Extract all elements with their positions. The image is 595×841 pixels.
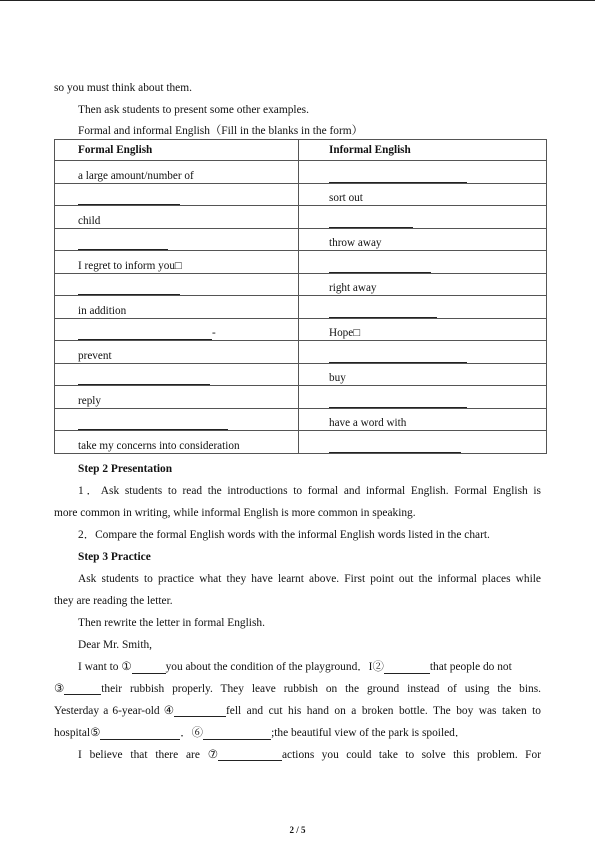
letter-text: ;the beautiful view of the park is spoiled． [271, 727, 467, 739]
table-header-row [55, 140, 547, 161]
step2-heading: Step 2 Presentation [78, 463, 173, 475]
blank-1[interactable] [132, 661, 166, 674]
fill-blank[interactable] [329, 350, 467, 363]
circled-3: ③ [54, 683, 65, 695]
letter-line-3 [54, 704, 541, 718]
fill-blank[interactable] [329, 215, 413, 228]
blank-5[interactable] [100, 727, 180, 740]
informal-cell: Hope□ [299, 318, 547, 341]
letter-text: actions you could take to solve this problem. For [282, 749, 541, 761]
table-row [55, 386, 547, 409]
informal-blank-cell[interactable] [299, 161, 547, 184]
table-row [55, 408, 547, 431]
informal-cell: buy [299, 363, 547, 386]
letter-text: Yesterday a 6-year-old ④ [54, 705, 174, 717]
formal-cell: prevent [55, 341, 299, 364]
informal-cell: have a word with [299, 408, 547, 431]
step2-para2: 2．Compare the formal English words with the informal English words listed in the chart. [78, 529, 490, 541]
informal-blank-cell[interactable] [299, 431, 547, 454]
fill-blank[interactable] [329, 440, 461, 453]
formal-cell: in addition [55, 296, 299, 319]
formal-blank-cell[interactable] [55, 228, 299, 251]
table-row [55, 318, 547, 341]
formal-blank-cell[interactable] [55, 273, 299, 296]
blank-4[interactable] [174, 704, 226, 717]
formal-cell: I regret to inform you□ [55, 251, 299, 274]
fill-blank[interactable] [78, 192, 180, 205]
fill-blank[interactable] [78, 417, 228, 430]
letter-line-1 [78, 660, 541, 674]
letter-text: ．⑥ [180, 727, 204, 739]
informal-cell: right away [299, 273, 547, 296]
top-rule [0, 0, 595, 1]
formal-blank-cell[interactable] [55, 183, 299, 206]
step3-heading: Step 3 Practice [78, 551, 151, 563]
letter-text: their rubbish properly. They leave rubbish on the ground instead of using the bins. [101, 683, 541, 695]
fill-blank[interactable] [78, 282, 180, 295]
table-row [55, 363, 547, 386]
blank-3[interactable] [64, 682, 101, 695]
table-row [55, 183, 547, 206]
informal-blank-cell[interactable] [299, 206, 547, 229]
letter-line-2 [54, 682, 541, 696]
formal-informal-table [54, 139, 547, 454]
form-caption: Formal and informal English（Fill in the blanks in the form） [78, 125, 364, 137]
letter-text: I want to ① you about the condition of the playground．I② that people do not [78, 661, 512, 673]
formal-cell: take my concerns into consideration [55, 431, 299, 454]
step2-para1-line2: more common in writing, while informal English is more common in speaking. [54, 507, 416, 519]
blank-2[interactable] [384, 661, 430, 674]
table-row [55, 228, 547, 251]
table-row [55, 206, 547, 229]
informal-cell: sort out [299, 183, 547, 206]
fill-blank[interactable] [78, 327, 212, 340]
table-row [55, 251, 547, 274]
header-formal: Formal English [55, 140, 299, 161]
letter-salutation: Dear Mr. Smith, [78, 639, 153, 651]
fill-blank[interactable] [329, 395, 467, 408]
intro-line-1: so you must think about them. [54, 82, 192, 94]
formal-cell: child [55, 206, 299, 229]
intro-line-2: Then ask students to present some other examples. [78, 104, 309, 116]
step3-para1-line1: Ask students to practice what they have learnt above. First point out the informal places while [78, 573, 541, 585]
informal-blank-cell[interactable] [299, 341, 547, 364]
formal-blank-cell[interactable] [55, 363, 299, 386]
page-number: 2 / 5 [289, 825, 306, 835]
step3-para2: Then rewrite the letter in formal English. [78, 617, 265, 629]
step2-para1-line1: 1．Ask students to read the introductions to formal and informal English. Formal English is [78, 485, 541, 497]
formal-cell: reply [55, 386, 299, 409]
letter-text: I believe that there are ⑦ [78, 749, 218, 761]
fill-blank[interactable] [329, 260, 431, 273]
formal-blank-cell[interactable] [55, 408, 299, 431]
step3-para1-line2: they are reading the letter. [54, 595, 173, 607]
dash-mark: - [212, 327, 216, 339]
table-row [55, 341, 547, 364]
informal-blank-cell[interactable] [299, 386, 547, 409]
table-row [55, 296, 547, 319]
informal-cell: throw away [299, 228, 547, 251]
letter-line-4 [54, 726, 466, 740]
table-row [55, 161, 547, 184]
formal-blank-cell[interactable] [55, 318, 299, 341]
table-row [55, 273, 547, 296]
fill-blank[interactable] [329, 305, 437, 318]
informal-blank-cell[interactable] [299, 296, 547, 319]
letter-text: fell and cut his hand on a broken bottle. The boy was taken to [226, 705, 541, 717]
table-row [55, 431, 547, 454]
formal-cell: a large amount/number of [55, 161, 299, 184]
fill-blank[interactable] [78, 372, 210, 385]
header-informal: Informal English [299, 140, 547, 161]
blank-6[interactable] [203, 727, 271, 740]
fill-blank[interactable] [329, 170, 467, 183]
letter-text: hospital⑤ [54, 727, 101, 739]
letter-line-5 [78, 748, 541, 762]
fill-blank[interactable] [78, 237, 168, 250]
blank-7[interactable] [218, 748, 282, 761]
informal-blank-cell[interactable] [299, 251, 547, 274]
